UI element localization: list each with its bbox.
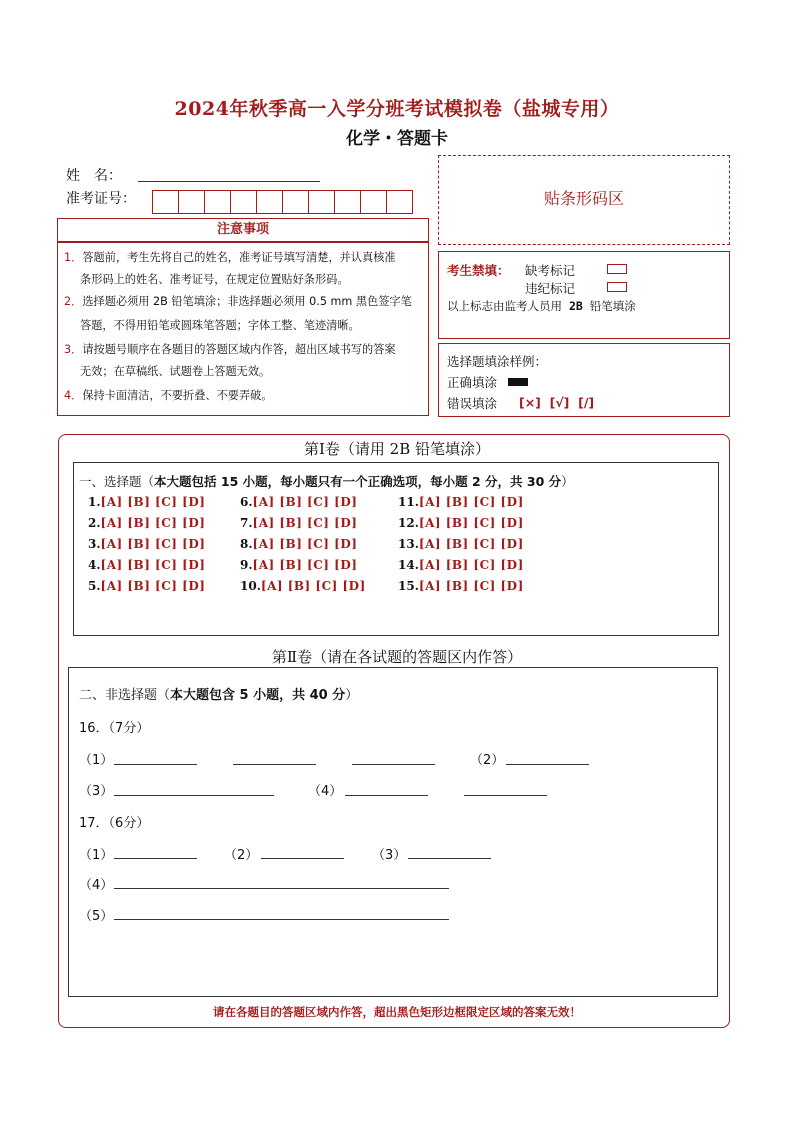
id-digit-cell[interactable]	[256, 190, 283, 214]
q17-label: 17．（6分）	[79, 816, 150, 831]
name-label: 姓 名：	[66, 168, 122, 184]
mcq-question-number: 7.	[240, 516, 253, 530]
absent-mark-box[interactable]	[607, 264, 627, 274]
mcq-options[interactable]: [A] [B] [C] [D]	[418, 495, 524, 509]
mcq-question-number: 14.	[398, 558, 419, 572]
mcq-question-number: 5.	[88, 579, 101, 593]
mcq-options[interactable]: [A] [B] [C] [D]	[418, 558, 524, 572]
mcq-heading: 一、选择题（本大题包括 15 小题，每小题只有一个正确选项，每小题 2 分，共 30 分）	[79, 474, 574, 489]
violation-mark-label: 违纪标记	[525, 281, 576, 296]
mcq-question-row[interactable]	[88, 579, 205, 593]
q16-4-blank-a[interactable]	[345, 795, 428, 796]
id-digit-cell[interactable]	[282, 190, 309, 214]
mcq-options[interactable]: [A] [B] [C] [D]	[252, 558, 358, 572]
notice-text-1a: 答题前，考生先将自己的姓名，准考证号填写清楚，并认真核准	[82, 251, 396, 264]
mcq-question-number: 3.	[88, 537, 101, 551]
mcq-options[interactable]: [A] [B] [C] [D]	[260, 579, 366, 593]
id-digit-cell[interactable]	[204, 190, 231, 214]
q16-4-blank-b[interactable]	[464, 795, 547, 796]
wrong-fill-samples: [×] [√] [/]	[519, 395, 595, 410]
mcq-options[interactable]: [A] [B] [C] [D]	[100, 516, 206, 530]
mcq-question-number: 15.	[398, 579, 419, 593]
q17-5-blank[interactable]	[114, 919, 449, 920]
footer-warning: 请在各题目的答题区域内作答，超出黑色矩形边框限定区域的答案无效！	[213, 1005, 581, 1019]
q17-4-blank[interactable]	[114, 888, 449, 889]
mcq-question-row[interactable]	[88, 495, 205, 509]
mcq-question-row[interactable]	[240, 537, 357, 551]
id-digit-cell[interactable]	[308, 190, 335, 214]
mcq-question-number: 1.	[88, 495, 101, 509]
notice-heading: 注意事项	[57, 218, 429, 242]
mcq-question-row[interactable]	[88, 558, 205, 572]
id-digit-cell[interactable]	[178, 190, 205, 214]
id-number-boxes[interactable]	[152, 190, 412, 214]
mcq-options[interactable]: [A] [B] [C] [D]	[418, 516, 524, 530]
part2-title: 第Ⅱ卷（请在各试题的答题区内作答）	[271, 648, 523, 666]
page-title: 2024年秋季高一入学分班考试模拟卷（盐城专用）	[174, 98, 620, 120]
notice-text-2a: 选择题必须用 2B 铅笔填涂；非选择题必须用 0.5 mm 黑色签字笔	[82, 295, 412, 308]
notice-text-3b: 无效；在草稿纸、试题卷上答题无效。	[80, 365, 271, 378]
q17-1-blank[interactable]	[114, 858, 197, 859]
mcq-options[interactable]: [A] [B] [C] [D]	[100, 495, 206, 509]
q16-label: 16．（7分）	[79, 721, 150, 736]
correct-fill-label: 正确填涂	[447, 375, 498, 390]
mcq-options[interactable]: [A] [B] [C] [D]	[252, 495, 358, 509]
examiner-only-box	[438, 251, 730, 339]
mcq-question-row[interactable]	[398, 516, 524, 530]
notice-text-3a: 请按题号顺序在各题目的答题区域内作答，超出区域书写的答案	[82, 343, 396, 356]
id-digit-cell[interactable]	[230, 190, 257, 214]
q16-part2-label: （2）	[470, 753, 505, 768]
part1-title: 第Ⅰ卷（请用 2B 铅笔填涂）	[303, 440, 491, 458]
mcq-question-number: 6.	[240, 495, 253, 509]
page-subtitle: 化学・答题卡	[346, 129, 448, 149]
wrong-fill-label: 错误填涂	[447, 396, 498, 411]
mcq-question-row[interactable]	[240, 495, 357, 509]
correct-fill-sample	[508, 378, 528, 386]
q16-2-blank[interactable]	[506, 764, 589, 765]
notice-box	[57, 242, 429, 416]
mcq-options[interactable]: [A] [B] [C] [D]	[100, 579, 206, 593]
q17-2-blank[interactable]	[261, 858, 344, 859]
q16-part3-label: （3）	[79, 784, 114, 799]
notice-text-1b: 条形码上的姓名、准考证号，在规定位置贴好条形码。	[80, 273, 349, 286]
ban-label: 考生禁填：	[447, 263, 510, 278]
mcq-options[interactable]: [A] [B] [C] [D]	[252, 516, 358, 530]
mcq-options[interactable]: [A] [B] [C] [D]	[418, 579, 524, 593]
mcq-question-number: 13.	[398, 537, 419, 551]
q16-part4-label: （4）	[308, 784, 343, 799]
non-mcq-heading: 二、非选择题（本大题包含 5 小题，共 40 分）	[79, 688, 359, 703]
mcq-question-number: 4.	[88, 558, 101, 572]
violation-mark-box[interactable]	[607, 282, 627, 292]
q16-3-blank[interactable]	[114, 795, 274, 796]
mcq-question-row[interactable]	[88, 537, 205, 551]
mcq-options[interactable]: [A] [B] [C] [D]	[100, 537, 206, 551]
mcq-question-number: 11.	[398, 495, 419, 509]
barcode-area	[438, 155, 730, 245]
non-mcq-box	[68, 667, 718, 997]
mcq-question-row[interactable]	[398, 537, 524, 551]
q16-1-blank-c[interactable]	[352, 764, 435, 765]
notice-num-1: 1．	[64, 251, 83, 264]
q17-3-blank[interactable]	[408, 858, 491, 859]
mcq-question-row[interactable]	[240, 558, 357, 572]
mcq-question-number: 2.	[88, 516, 101, 530]
sample-title: 选择题填涂样例：	[447, 354, 548, 369]
id-digit-cell[interactable]	[152, 190, 179, 214]
mcq-question-row[interactable]	[88, 516, 205, 530]
q17-part1-label: （1）	[79, 848, 114, 863]
id-digit-cell[interactable]	[334, 190, 361, 214]
mcq-question-number: 12.	[398, 516, 419, 530]
mcq-options[interactable]: [A] [B] [C] [D]	[100, 558, 206, 572]
fill-sample-box	[438, 343, 730, 417]
mcq-question-row[interactable]	[398, 495, 524, 509]
q16-part1-label: （1）	[79, 753, 114, 768]
notice-text-2b: 答题，不得用铅笔或圆珠笔答题；字体工整、笔迹清晰。	[80, 319, 360, 332]
mcq-question-row[interactable]	[240, 516, 357, 530]
notice-text-4a: 保持卡面清洁，不要折叠、不要弄破。	[82, 389, 273, 402]
mcq-question-row[interactable]	[398, 579, 524, 593]
q16-1-blank-b[interactable]	[233, 764, 316, 765]
mcq-question-number: 9.	[240, 558, 253, 572]
mcq-question-row[interactable]	[240, 579, 366, 593]
mcq-options[interactable]: [A] [B] [C] [D]	[418, 537, 524, 551]
q17-part5-label: （5）	[79, 909, 114, 924]
id-digit-cell[interactable]	[360, 190, 387, 214]
q17-part3-label: （3）	[372, 848, 407, 863]
absent-mark-label: 缺考标记	[525, 263, 576, 278]
id-label: 准考证号：	[66, 191, 136, 207]
mcq-question-number: 8.	[240, 537, 253, 551]
q17-part2-label: （2）	[224, 848, 259, 863]
notice-num-4: 4．	[64, 389, 83, 402]
mcq-question-number: 10.	[240, 579, 261, 593]
ban-note: 以上标志由监考人员用 2B 铅笔填涂	[447, 299, 636, 313]
q16-1-blank-a[interactable]	[114, 764, 197, 765]
mcq-question-row[interactable]	[398, 558, 524, 572]
barcode-label: 贴条形码区	[543, 189, 624, 208]
name-input-line[interactable]	[138, 181, 320, 182]
mcq-options[interactable]: [A] [B] [C] [D]	[252, 537, 358, 551]
q17-part4-label: （4）	[79, 878, 114, 893]
notice-num-3: 3．	[64, 343, 83, 356]
id-digit-cell[interactable]	[386, 190, 413, 214]
notice-num-2: 2．	[64, 295, 83, 308]
